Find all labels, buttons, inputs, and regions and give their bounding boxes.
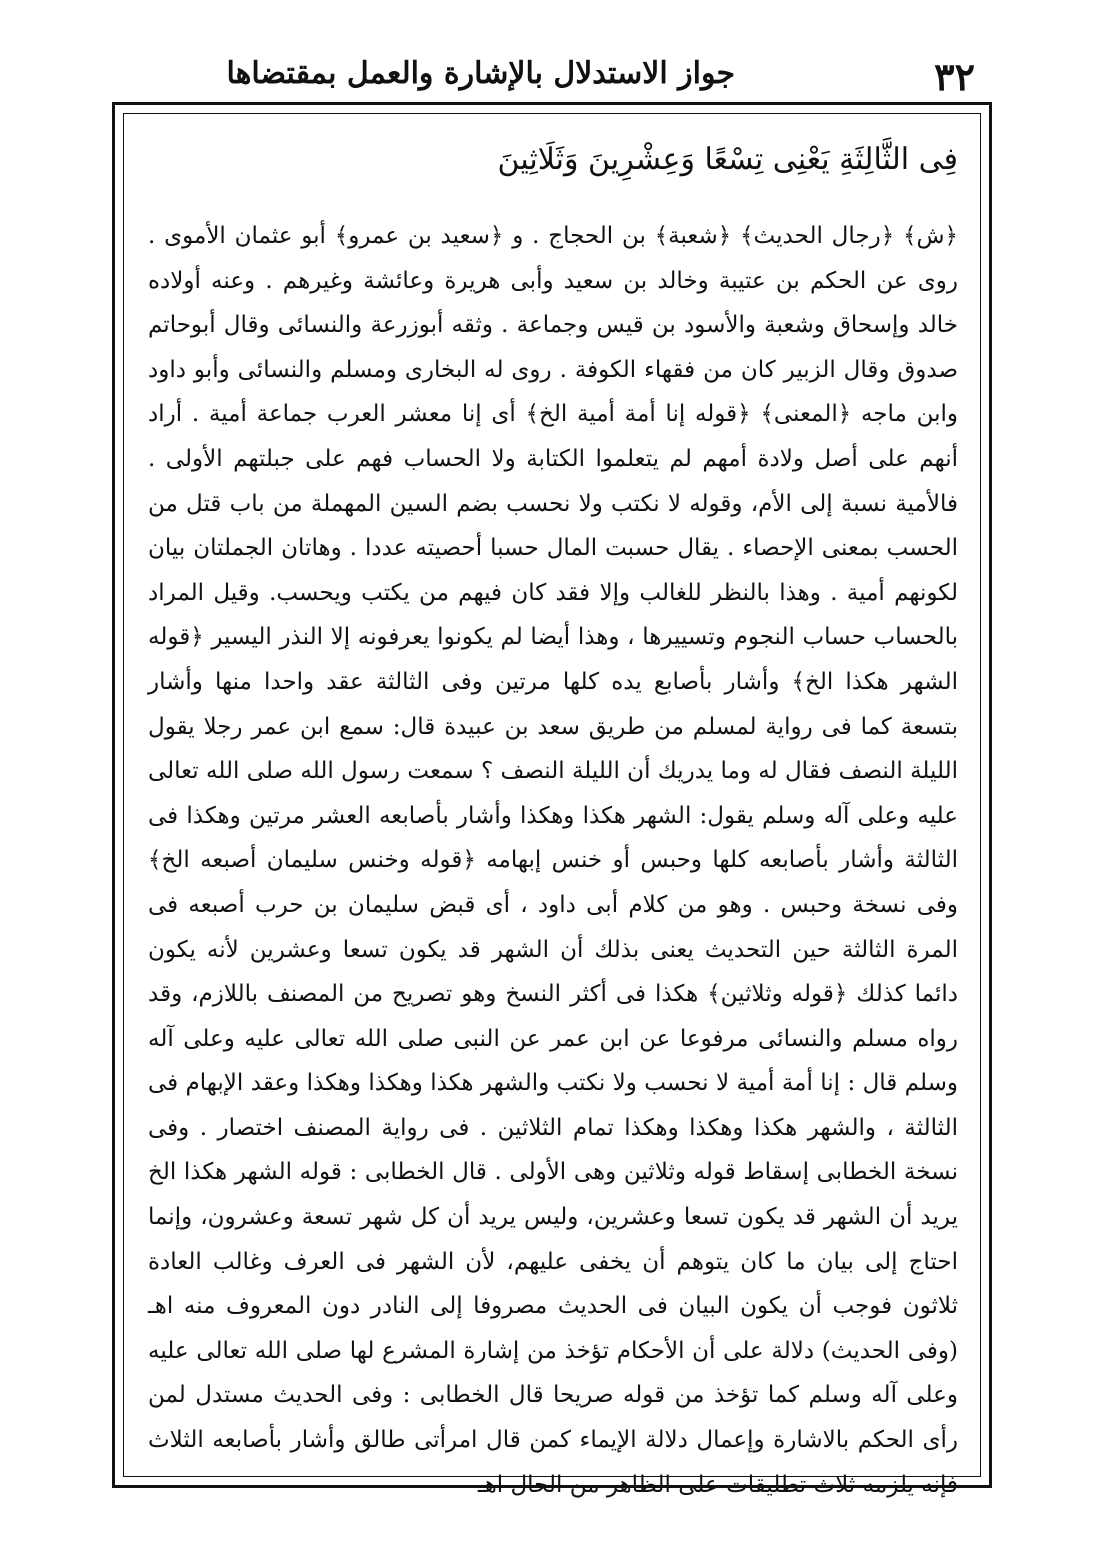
commentary-paragraph: ﴿ش﴾ ﴿رجال الحديث﴾ ﴿شعبة﴾ بن الحجاج . و ﴿سعيد بن عمرو﴾ أبو عثمان الأموى . روى عن الحكم بن عتيبة وخالد بن سعيد وأبى هريرة وعائشة وغيرهم . وعنه أولاده خالد وإسحاق وشعبة والأسود بن قيس وجماعة . وثقه أبوزرعة والنسائى وقال أبوحاتم صدوق وقال الزبير كان من فقهاء الكوفة . روى له البخارى ومسلم والنسائى وأبو داود وابن ماجه ﴿المعنى﴾ ﴿قوله إنا أمة أمية الخ﴾ أى إنا معشر العرب جماعة أمية . أراد أنهم على أصل ولادة أمهم لم يتعلموا الكتابة ولا الحساب فهم على جبلتهم الأولى . فالأمية نسبة إلى الأم، وقوله لا نكتب ولا نحسب بضم السين المهملة من باب قتل من الحسب بمعنى الإحصاء . يقال حسبت المال حسبا أحصيته عددا . وهاتان الجملتان بيان لكونهم أمية . وهذا بالنظر للغالب وإلا فقد كان فيهم من يكتب ويحسب. وقيل المراد بالحساب حساب النجوم وتسييرها ، وهذا أيضا لم يكونوا يعرفونه إلا النذر اليسير ﴿قوله الشهر هكذا الخ﴾ وأشار بأصابع يده كلها مرتين وفى الثالثة عقد واحدا منها وأشار بتسعة كما فى رواية لمسلم من طريق سعد بن عبيدة قال: سمع ابن عمر رجلا يقول الليلة النصف فقال له وما يدريك أن الليلة النصف ؟ سمعت رسول الله صلى الله تعالى عليه وعلى آله وسلم يقول: الشهر هكذا وهكذا وأشار بأصابعه العشر مرتين وهكذا فى الثالثة وأشار بأصابعه كلها وحبس أو خنس إبهامه ﴿قوله وخنس سليمان أصبعه الخ﴾ وفى نسخة وحبس . وهو من كلام أبى داود ، أى قبض سليمان بن حرب أصبعه فى المرة الثالثة حين التحديث يعنى بذلك أن الشهر قد يكون تسعا وعشرين لأنه يكون دائما كذلك ﴿قوله وثلاثين﴾ هكذا فى أكثر النسخ وهو تصريح من المصنف باللازم، وقد رواه مسلم والنسائى مرفوعا عن ابن عمر عن النبى صلى الله تعالى عليه وعلى آله وسلم قال : إنا أمة أمية لا نحسب ولا نكتب والشهر هكذا وهكذا وهكذا وعقد الإبهام فى الثالثة ، والشهر هكذا وهكذا وهكذا تمام الثلاثين . فى رواية المصنف اختصار . وفى نسخة الخطابى إسقاط قوله وثلاثين وهى الأولى . قال الخطابى : قوله الشهر هكذا الخ يريد أن الشهر قد يكون تسعا وعشرين، وليس يريد أن كل شهر تسعة وعشرون، وإنما احتاج إلى بيان ما كان يتوهم أن يخفى عليهم، لأن الشهر فى العرف وغالب العادة ثلاثون فوجب أن يكون البيان فى الحديث مصروفا إلى النادر دون المعروف منه اهـ (وفى الحديث) دلالة على أن الأحكام تؤخذ من إشارة المشرع لها صلى الله تعالى عليه وعلى آله وسلم كما تؤخذ من قوله صريحا قال الخطابى : وفى الحديث مستدل لمن رأى الحكم بالاشارة وإعمال دلالة الإيماء كمن قال امرأتى طالق وأشار بأصابعه الثلاث فإنه يلزمه ثلاث تطليقات على الظاهر من الحال اهـ [148,223,958,1498]
page-content [148,130,958,1507]
page-number: ٣٢ [934,54,975,99]
hadith-text-line: فِى الثَّالِثَةِ يَعْنِى تِسْعًا وَعِشْرِينَ وَثَلَاثِينَ [497,142,958,177]
running-head [105,52,985,102]
running-head-title: جواز الاستدلال بالإشارة والعمل بمقتضاها [226,56,735,91]
